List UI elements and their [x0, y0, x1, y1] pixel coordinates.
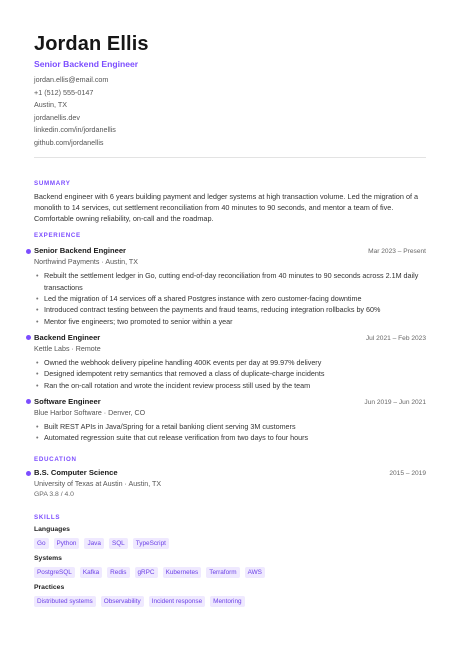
candidate-name: Jordan Ellis [34, 33, 149, 55]
contact-phone[interactable]: +1 (512) 555-0147 [34, 87, 94, 97]
job-bullet: • Automated regression suite that cut release verification from two days to four hours [34, 432, 426, 443]
experience-section [34, 232, 426, 443]
skill-group [34, 525, 426, 549]
header-divider [34, 157, 426, 158]
skill-group-title: Languages [34, 526, 70, 534]
skill-tag: gRPC [135, 567, 158, 578]
skill-tag: Python [54, 538, 80, 549]
job-role: Senior Backend Engineer [34, 246, 126, 256]
job-bullet: • Rebuilt the settlement ledger in Go, cutting end-of-day reconciliation from 40 minutes to 90 seconds across 2.1M daily transactions [34, 270, 426, 293]
job-bullets [34, 421, 426, 444]
education-section [34, 456, 426, 500]
skill-tag: PostgreSQL [34, 567, 75, 578]
skill-tag: Redis [107, 567, 129, 578]
job-bullet: • Led the migration of 14 services off a shared Postgres instance with zero customer-facing downtime [34, 293, 426, 304]
job-entry [34, 332, 426, 391]
education-heading: EDUCATION [34, 456, 77, 464]
timeline-dot-icon [26, 335, 31, 340]
job-bullet: • Introduced contract testing between the payments and fraud teams, reducing integration rollbacks by 60% [34, 304, 426, 315]
contact-website[interactable]: jordanellis.dev [34, 112, 80, 122]
job-bullets [34, 357, 426, 391]
job-entry [34, 245, 426, 326]
skills-section [34, 514, 426, 607]
skill-tags [34, 596, 426, 607]
contact-email[interactable]: jordan.ellis@email.com [34, 75, 109, 84]
job-role: Backend Engineer [34, 332, 101, 342]
skill-tag: Kafka [80, 567, 102, 578]
contact-location: Austin, TX [34, 100, 68, 110]
skill-tag: Incident response [149, 596, 205, 607]
skill-tag: SQL [109, 538, 128, 549]
skill-tag: TypeScript [133, 538, 169, 549]
job-entry [34, 396, 426, 444]
skill-group [34, 583, 426, 607]
job-dates: Jul 2021 – Feb 2023 [365, 334, 426, 342]
skill-tag: Kubernetes [163, 567, 202, 578]
skill-tag: Distributed systems [34, 596, 96, 607]
job-bullet: • Designed idempotent retry semantics that removed a class of duplicate-charge incidents [34, 368, 426, 379]
summary-text: Backend engineer with 6 years building payment and ledger systems at high transaction volume. Led the migration of a monolith to 14 services, cut settlement reconciliation from 40 minutes to 90 seconds, and mentor a team of five. Comfortable owning reliability, on-call and the roadmap. [34, 191, 419, 224]
skill-tags [34, 538, 426, 549]
skills-heading: SKILLS [34, 514, 61, 522]
job-bullet: • Built REST APIs in Java/Spring for a retail banking client serving 3M customers [34, 421, 426, 432]
skill-tag: Java [84, 538, 104, 549]
contact-linkedin[interactable]: linkedin.com/in/jordanellis [34, 125, 116, 135]
timeline-dot-icon [26, 471, 31, 476]
job-role: Software Engineer [34, 396, 101, 406]
school-name: University of Texas at Austin · Austin, TX [34, 480, 162, 489]
job-bullet: • Mentor five engineers; two promoted to senior within a year [34, 316, 426, 327]
job-bullet: • Ran the on-call rotation and wrote the incident review process still used by the team [34, 380, 426, 391]
skill-tags [34, 567, 426, 578]
gpa: GPA 3.8 / 4.0 [34, 491, 74, 499]
candidate-title: Senior Backend Engineer [34, 59, 139, 69]
contact-github[interactable]: github.com/jordanellis [34, 137, 104, 147]
skill-tag: Mentoring [210, 596, 244, 607]
job-org: Kettle Labs · Remote [34, 344, 101, 353]
contact-list [34, 74, 426, 150]
timeline-dot-icon [26, 249, 31, 254]
education-entry [34, 467, 426, 500]
experience-heading: EXPERIENCE [34, 232, 81, 240]
summary-section [34, 180, 426, 225]
job-bullets [34, 270, 426, 326]
skill-tag: Terraform [206, 567, 239, 578]
skill-tag: Go [34, 538, 49, 549]
degree-name: B.S. Computer Science [34, 468, 118, 478]
skill-group-title: Systems [34, 555, 62, 563]
skill-tag: AWS [245, 567, 265, 578]
resume-header [34, 32, 426, 158]
skill-group-title: Practices [34, 584, 65, 592]
job-org: Blue Harbor Software · Denver, CO [34, 408, 146, 417]
skill-tag: Observability [101, 596, 144, 607]
timeline-dot-icon [26, 399, 31, 404]
summary-heading: SUMMARY [34, 179, 71, 187]
education-dates: 2015 – 2019 [389, 470, 426, 478]
job-bullet: • Owned the webhook delivery pipeline handling 400K events per day at 99.97% delivery [34, 357, 426, 368]
skill-group [34, 554, 426, 578]
job-dates: Jun 2019 – Jun 2021 [364, 398, 426, 406]
job-dates: Mar 2023 – Present [368, 248, 426, 256]
job-org: Northwind Payments · Austin, TX [34, 258, 138, 267]
